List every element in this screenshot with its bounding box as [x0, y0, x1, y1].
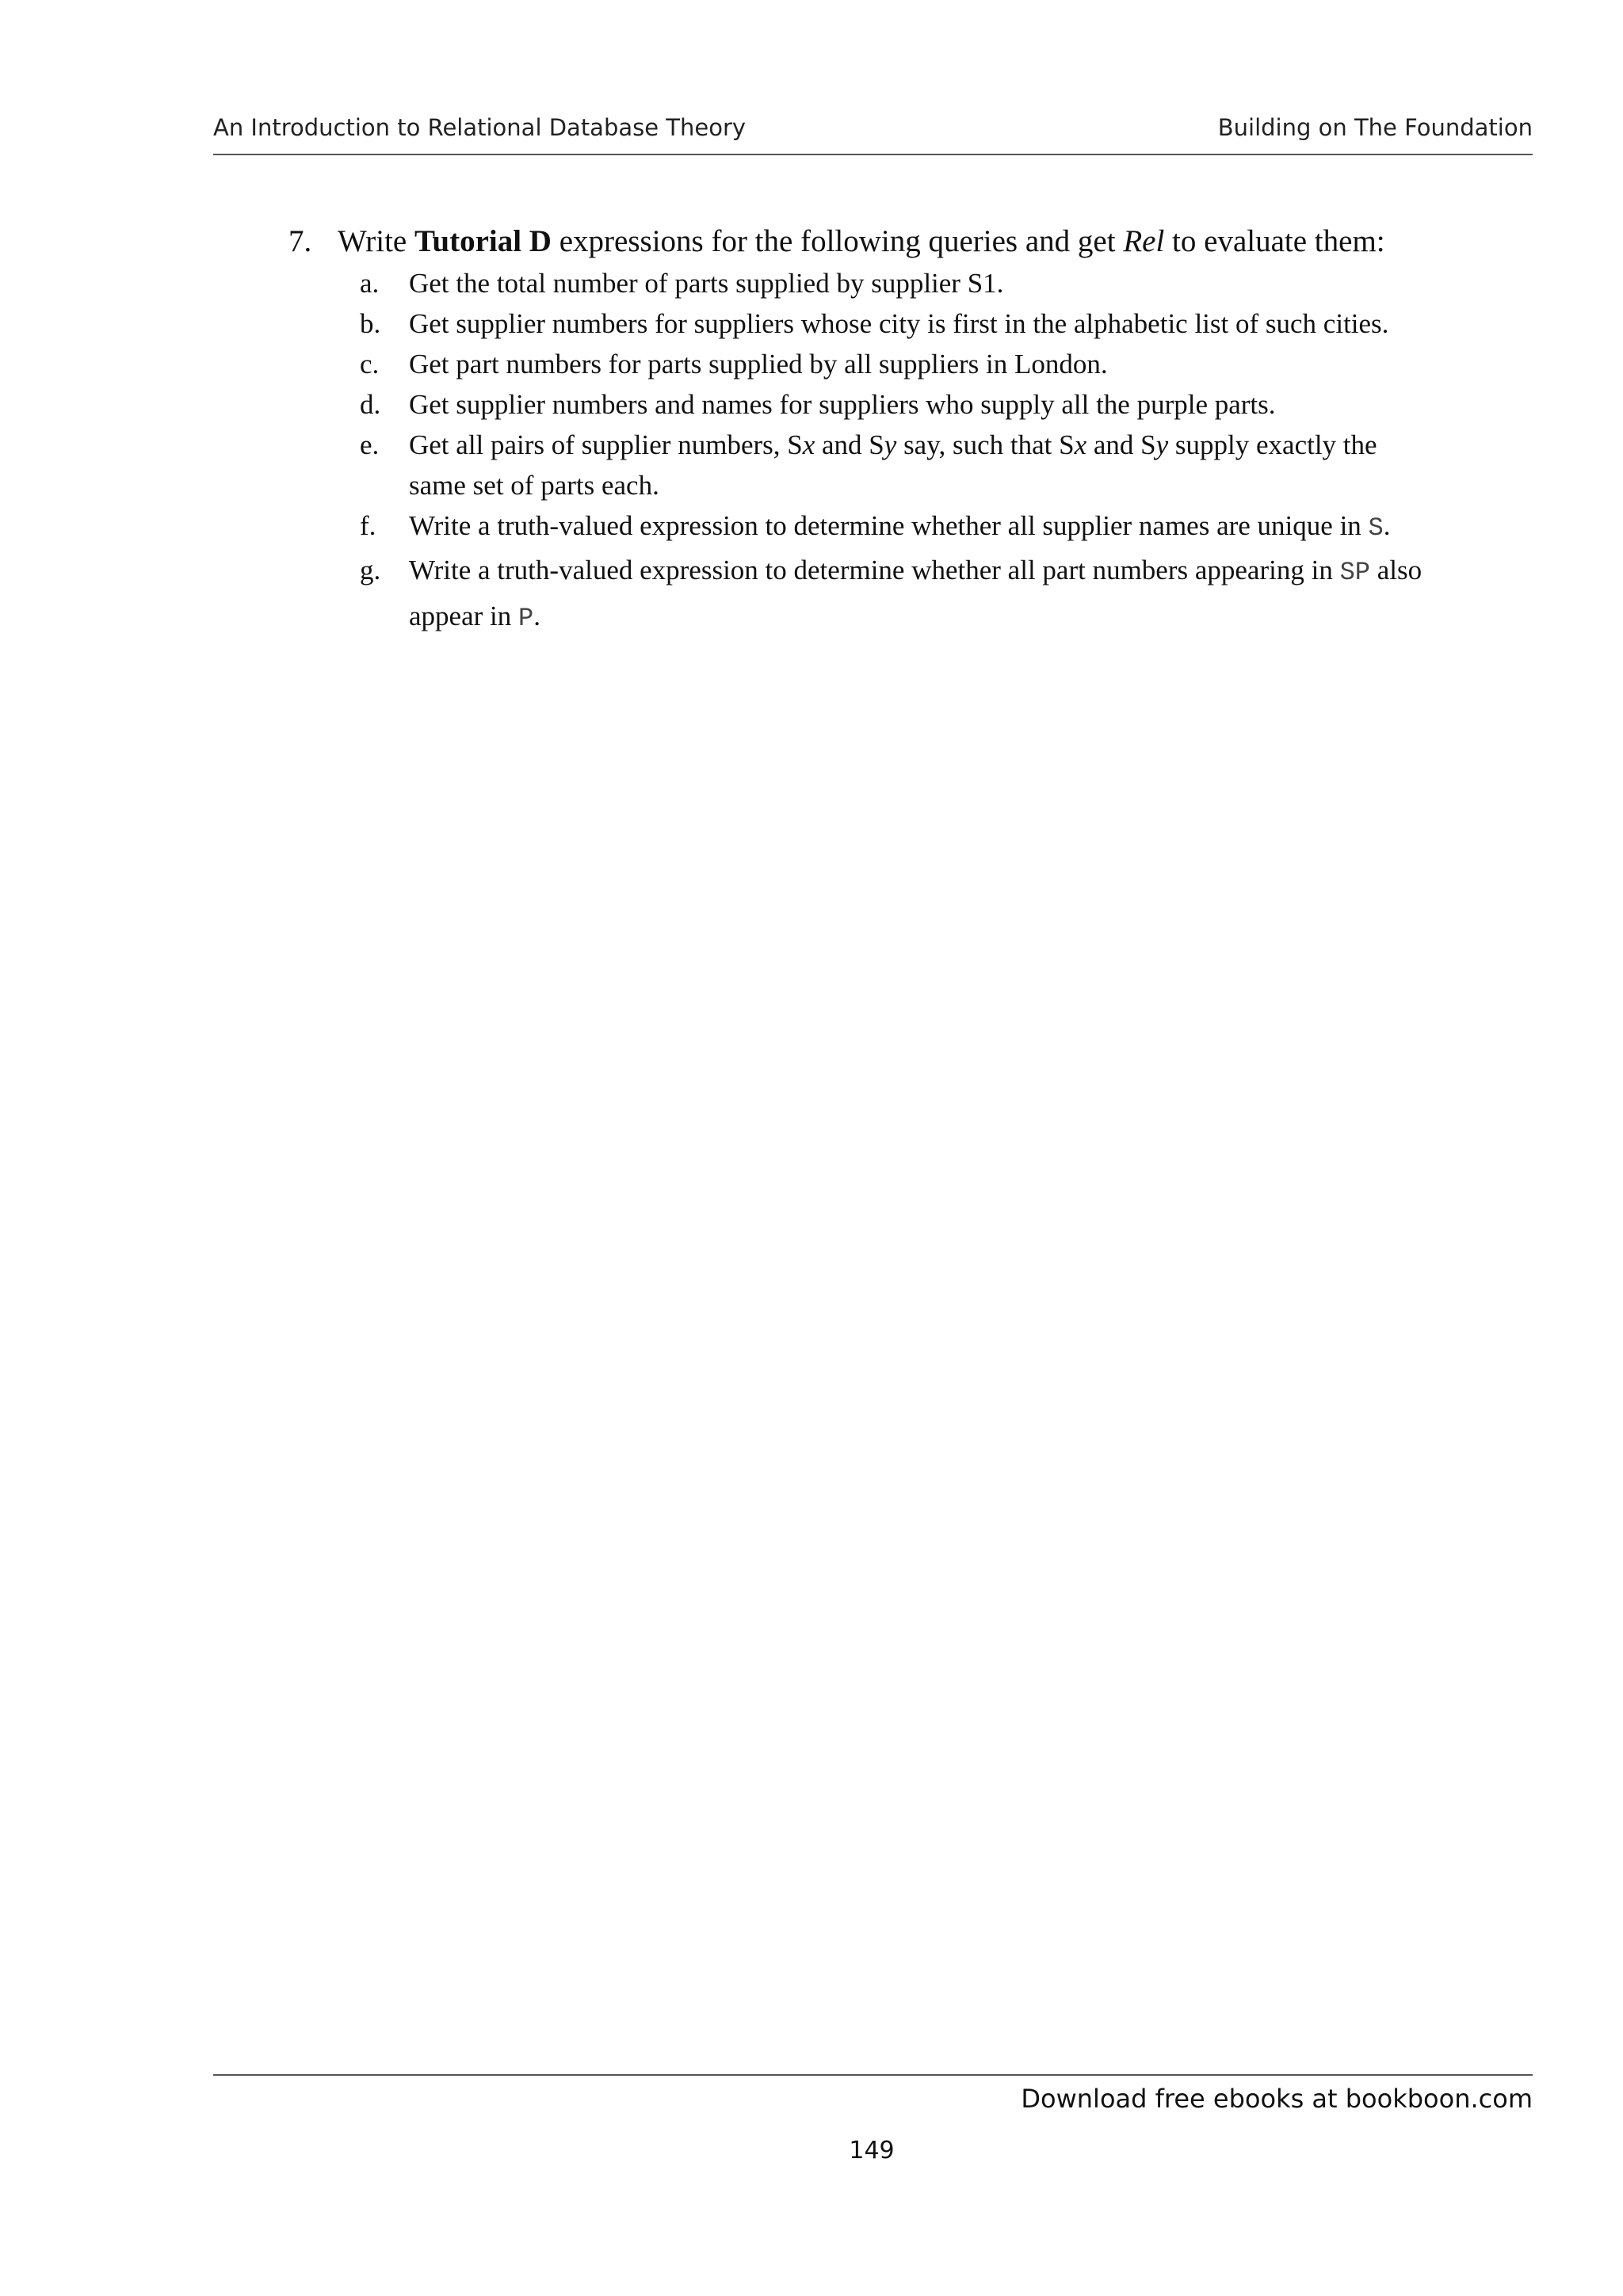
- sub-letter: f.: [360, 510, 376, 541]
- sub-letter: b.: [360, 308, 381, 339]
- sub-text-part: Write a truth-valued expression to determine whether all part numbers appearing in: [409, 555, 1340, 585]
- question-7: [288, 220, 1493, 263]
- header-chapter-title: Building on The Foundation: [1217, 114, 1533, 141]
- exercise-content: [288, 220, 1493, 640]
- sub-question-f: [360, 505, 1493, 548]
- running-header: [213, 109, 1533, 155]
- footer-download-link[interactable]: Download free ebooks at bookboon.com: [1021, 2084, 1533, 2114]
- question-number: 7.: [288, 224, 312, 258]
- sub-text-part: Get all pairs of supplier numbers, S: [409, 429, 803, 460]
- sub-text-part: Write a truth-valued expression to determine whether all supplier names are unique in: [409, 510, 1369, 541]
- sub-text-italic: y: [884, 429, 897, 460]
- sub-text-italic: x: [1074, 429, 1087, 460]
- sub-letter: g.: [360, 555, 381, 585]
- sub-text-italic: x: [802, 429, 815, 460]
- sub-question-list: [360, 263, 1493, 640]
- code-relvar-s: S: [1368, 513, 1384, 543]
- sub-letter: a.: [360, 268, 380, 299]
- page-number: 149: [849, 2137, 895, 2164]
- sub-question-e: [360, 425, 1493, 505]
- sub-text: Get supplier numbers for suppliers whose city is first in the alphabetic list of such cities.: [409, 308, 1389, 339]
- sub-text-part: appear in: [409, 601, 518, 631]
- header-book-title: An Introduction to Relational Database Theory: [213, 114, 747, 141]
- code-relvar-sp: SP: [1339, 558, 1370, 587]
- sub-text-part: and S: [1086, 429, 1156, 460]
- sub-text: [409, 505, 1493, 548]
- sub-letter: e.: [360, 429, 380, 460]
- sub-text: Get supplier numbers and names for suppliers who supply all the purple parts.: [409, 389, 1276, 420]
- sub-text-part: supply exactly the: [1168, 429, 1377, 460]
- sub-question-c: [360, 344, 1493, 384]
- sub-text-part: also: [1369, 555, 1423, 585]
- code-relvar-p: P: [517, 604, 534, 633]
- q-text-part: expressions for the following queries and get: [551, 224, 1124, 258]
- question-text: [338, 220, 1493, 263]
- footer-divider: [213, 2074, 1533, 2076]
- sub-question-g: [360, 548, 1493, 640]
- sub-question-b: [360, 303, 1493, 344]
- q-text-bold: Tutorial D: [414, 224, 552, 258]
- sub-question-a: [360, 263, 1493, 303]
- sub-text-part: .: [1383, 510, 1391, 541]
- sub-text-part: and S: [815, 429, 884, 460]
- sub-text: [409, 425, 1493, 505]
- sub-text: Get part numbers for parts supplied by all suppliers in London.: [409, 349, 1108, 379]
- sub-letter: c.: [360, 349, 380, 379]
- sub-question-d: [360, 384, 1493, 425]
- sub-text-part: say, such that S: [896, 429, 1075, 460]
- sub-text-italic: y: [1155, 429, 1169, 460]
- sub-text: Get the total number of parts supplied by supplier S1.: [409, 268, 1004, 299]
- q-text-part: Write: [338, 224, 414, 258]
- sub-letter: d.: [360, 389, 381, 420]
- sub-text-part: same set of parts each.: [409, 470, 659, 501]
- sub-text-part: .: [533, 601, 540, 631]
- sub-text: [409, 548, 1493, 640]
- q-text-italic: Rel: [1123, 224, 1165, 258]
- q-text-part: to evaluate them:: [1164, 224, 1385, 258]
